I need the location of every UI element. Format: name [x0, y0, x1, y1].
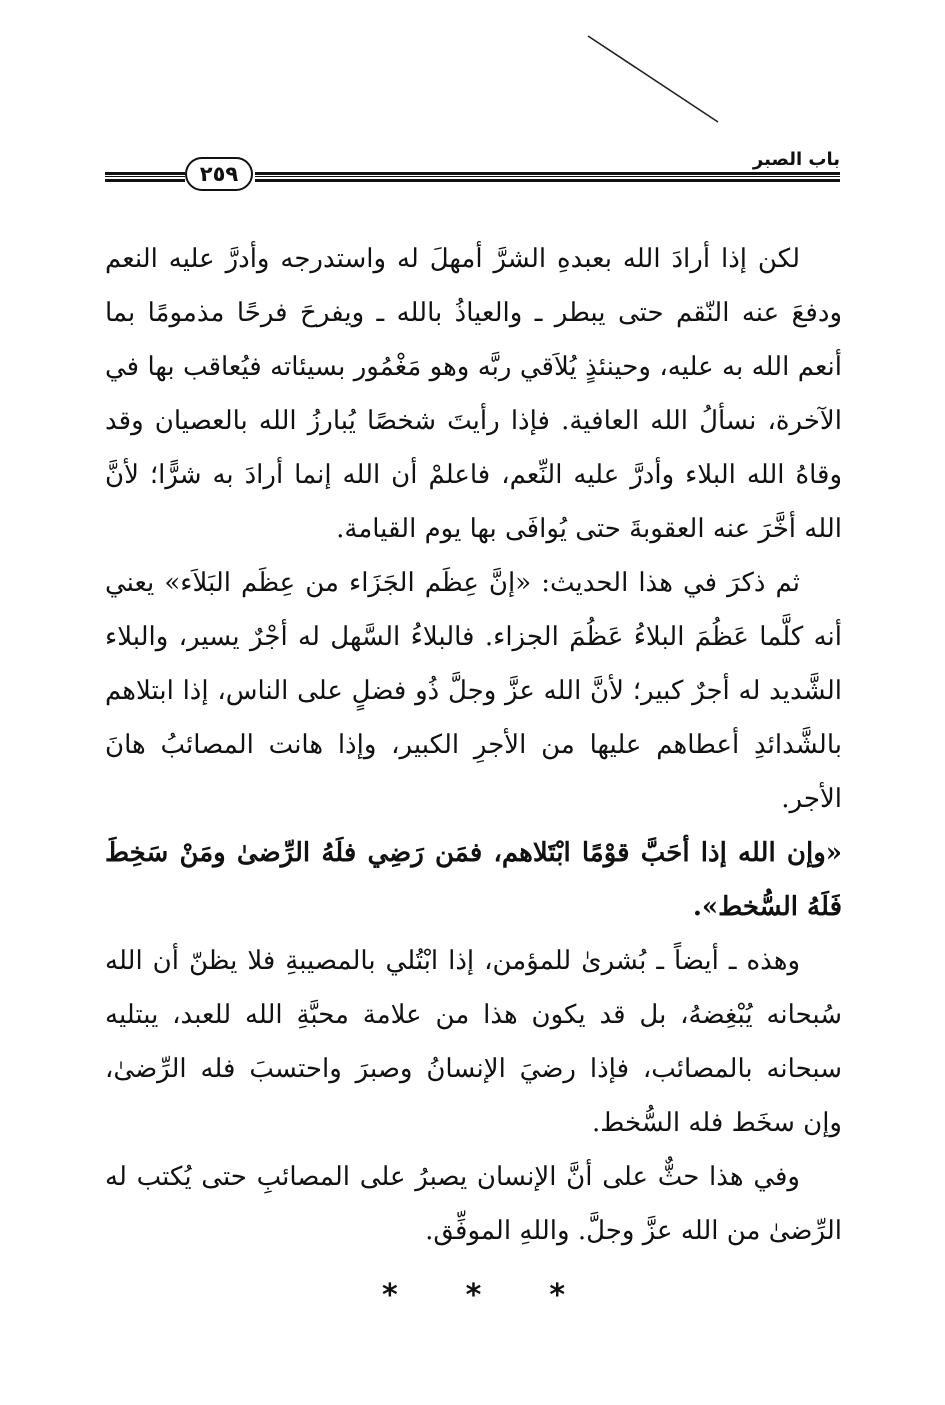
asterisk-icon: *	[381, 1278, 398, 1313]
page-header	[105, 150, 840, 192]
chapter-title: باب الصبر	[752, 149, 840, 170]
paragraph: ثم ذكرَ في هذا الحديث: «إنَّ عِظَم الجَزَاء من عِظَم البَلاَء» يعني أنه كلَّما عَظُمَ البلاءُ عَظُمَ الجزاء. فالبلاءُ السَّهل له أجْرٌ يسير، والبلاء الشَّديد له أجرٌ كبير؛ لأنَّ الله عزَّ وجلَّ ذُو فضلٍ على الناس، إذا ابتلاهم بالشَّدائدِ أعطاهم عليها من الأجرِ الكبير، وإذا هانت المصائبُ هانَ الأجر.	[105, 568, 842, 814]
asterisk-icon: *	[465, 1278, 482, 1313]
paragraph: وهذه ـ أيضاً ـ بُشرىٰ للمؤمن، إذا ابْتُلي بالمصيبةِ فلا يظنّ أن الله سُبحانه يُبْغِضهُ، بل قد يكون هذا من علامة محبَّةِ الله للعبد، يبتليه سبحانه بالمصائب، فإذا رضيَ الإنسانُ وصبرَ واحتسبَ فله الرِّضىٰ، وإن سخَط فله السُّخط.	[105, 946, 842, 1138]
hadith-quote: «وإن الله إذا أحَبَّ قوْمًا ابْتَلاهم، فمَن رَضِي فلَهُ الرِّضىٰ ومَنْ سَخِطَ فَلَهُ السُّخط».	[105, 838, 842, 922]
header-rule-middle	[255, 172, 515, 182]
section-end-ornament	[105, 1278, 842, 1313]
asterisk-icon: *	[549, 1278, 566, 1313]
page-body	[105, 232, 842, 1313]
header-rule-left	[105, 172, 185, 182]
header-rule-right	[515, 172, 840, 182]
paragraph: وفي هذا حثٌّ على أنَّ الإنسان يصبرُ على المصائبِ حتى يُكتب له الرِّضىٰ من الله عزَّ وجلَّ. واللهِ الموفِّق.	[105, 1162, 842, 1246]
page-number: ٢٥٩	[185, 157, 253, 191]
paragraph: لكن إذا أرادَ الله بعبدهِ الشرَّ أمهلَ له واستدرجه وأدرَّ عليه النعم ودفعَ عنه النّقم حتى يبطر ـ والعياذُ بالله ـ ويفرحَ فرحًا مذمومًا بما أنعم الله به عليه، وحينئذٍ يُلاَقي ربَّه وهو مَغْمُور بسيئاته فيُعاقب بها في الآخرة، نسألُ الله العافية. فإذا رأيتَ شخصًا يُبارزُ الله بالعصيان وقد وقاهُ الله البلاء وأدرَّ عليه النِّعم، فاعلمْ أن الله إنما أرادَ به شرًّا؛ لأنَّ الله أخَّرَ عنه العقوبةَ حتى يُوافَى بها يوم القيامة.	[105, 244, 842, 544]
